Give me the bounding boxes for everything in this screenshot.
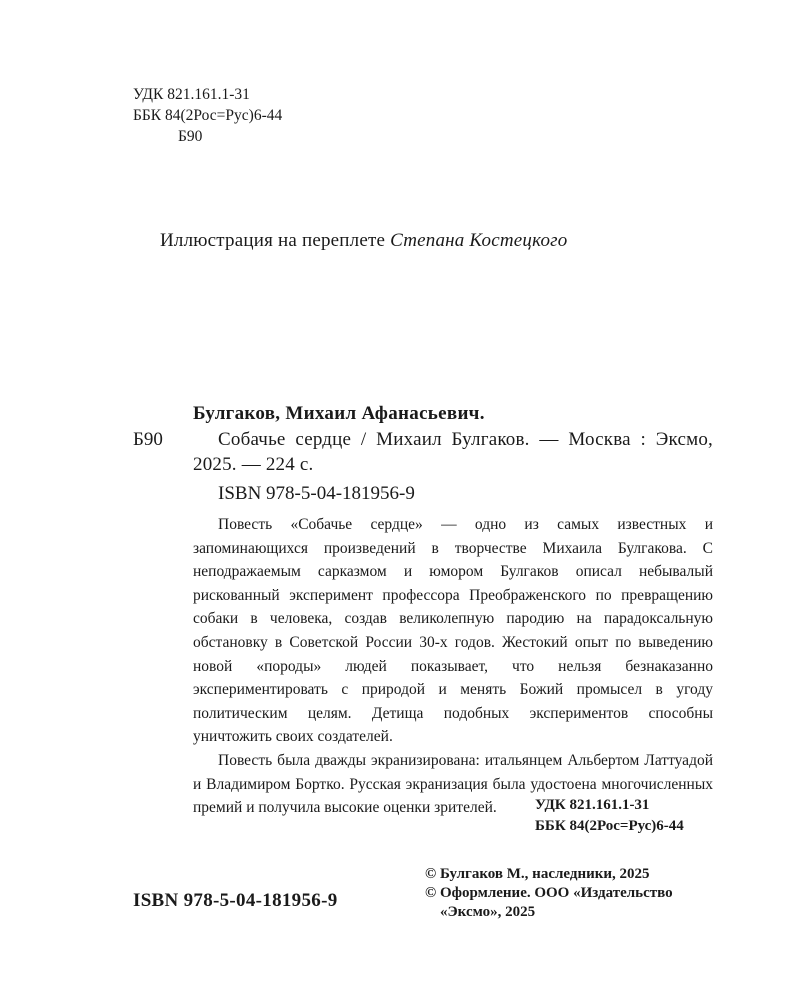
illustration-artist: Степана Костецкого [390,230,568,251]
copyright-line: «Эксмо», 2025 [440,904,536,920]
author-sign-code: Б90 [178,128,203,145]
copyright-line: © Оформление. ООО «Издательство [425,885,673,901]
illustration-credit [160,230,568,252]
header-codes [133,84,282,147]
udk-code: УДК 821.161.1-31 [133,86,250,103]
illustration-label: Иллюстрация на переплете [160,230,391,251]
catalog-code: Б90 [133,429,163,450]
bbk-code: ББК 84(2Рос=Рус)6-44 [133,107,283,124]
catalog-isbn: ISBN 978-5-04-181956-9 [218,483,415,504]
catalog-author: Булгаков, Михаил Афанасьевич. [193,403,485,424]
copyright-block [425,865,673,922]
annotation [193,513,713,820]
footer-codes [535,795,684,837]
copyright-line: © Булгаков М., наследники, 2025 [425,866,650,882]
catalog-bibliographic-description: Собачье сердце / Михаил Булгаков. — Москва : Эксмо, 2025. — 224 с. [193,429,713,475]
footer-udk-code: УДК 821.161.1-31 [535,797,650,813]
isbn-bottom: ISBN 978-5-04-181956-9 [133,890,338,911]
annotation-paragraph: Повесть была дважды экранизирована: итальянцем Альбертом Латтуадой и Владимиром Бортко. Русская экранизация была удостоена многочисленных премий и получила высокие оценки зрителей. [193,751,713,817]
footer-bbk-code: ББК 84(2Рос=Рус)6-44 [535,818,684,834]
annotation-paragraph: Повесть «Собачье сердце» — одно из самых известных и запоминающихся произведений в творчестве Михаила Булгакова. С неподражаемым сарказмом и юмором Булгаков описал небывалый рискованный эксперимент профессора Преображенского по превращению собаки в человека, создав великолепную пародию на парадоксальную обстановку в Советской России 30-х годов. Жестокий опыт по выведению новой «породы» людей показывает, что нельзя безнаказанно экспериментировать с природой и менять Божий промысел в угоду политическим целям. Детища подобных экспериментов способны уничтожить своих создателей. [193,516,713,746]
